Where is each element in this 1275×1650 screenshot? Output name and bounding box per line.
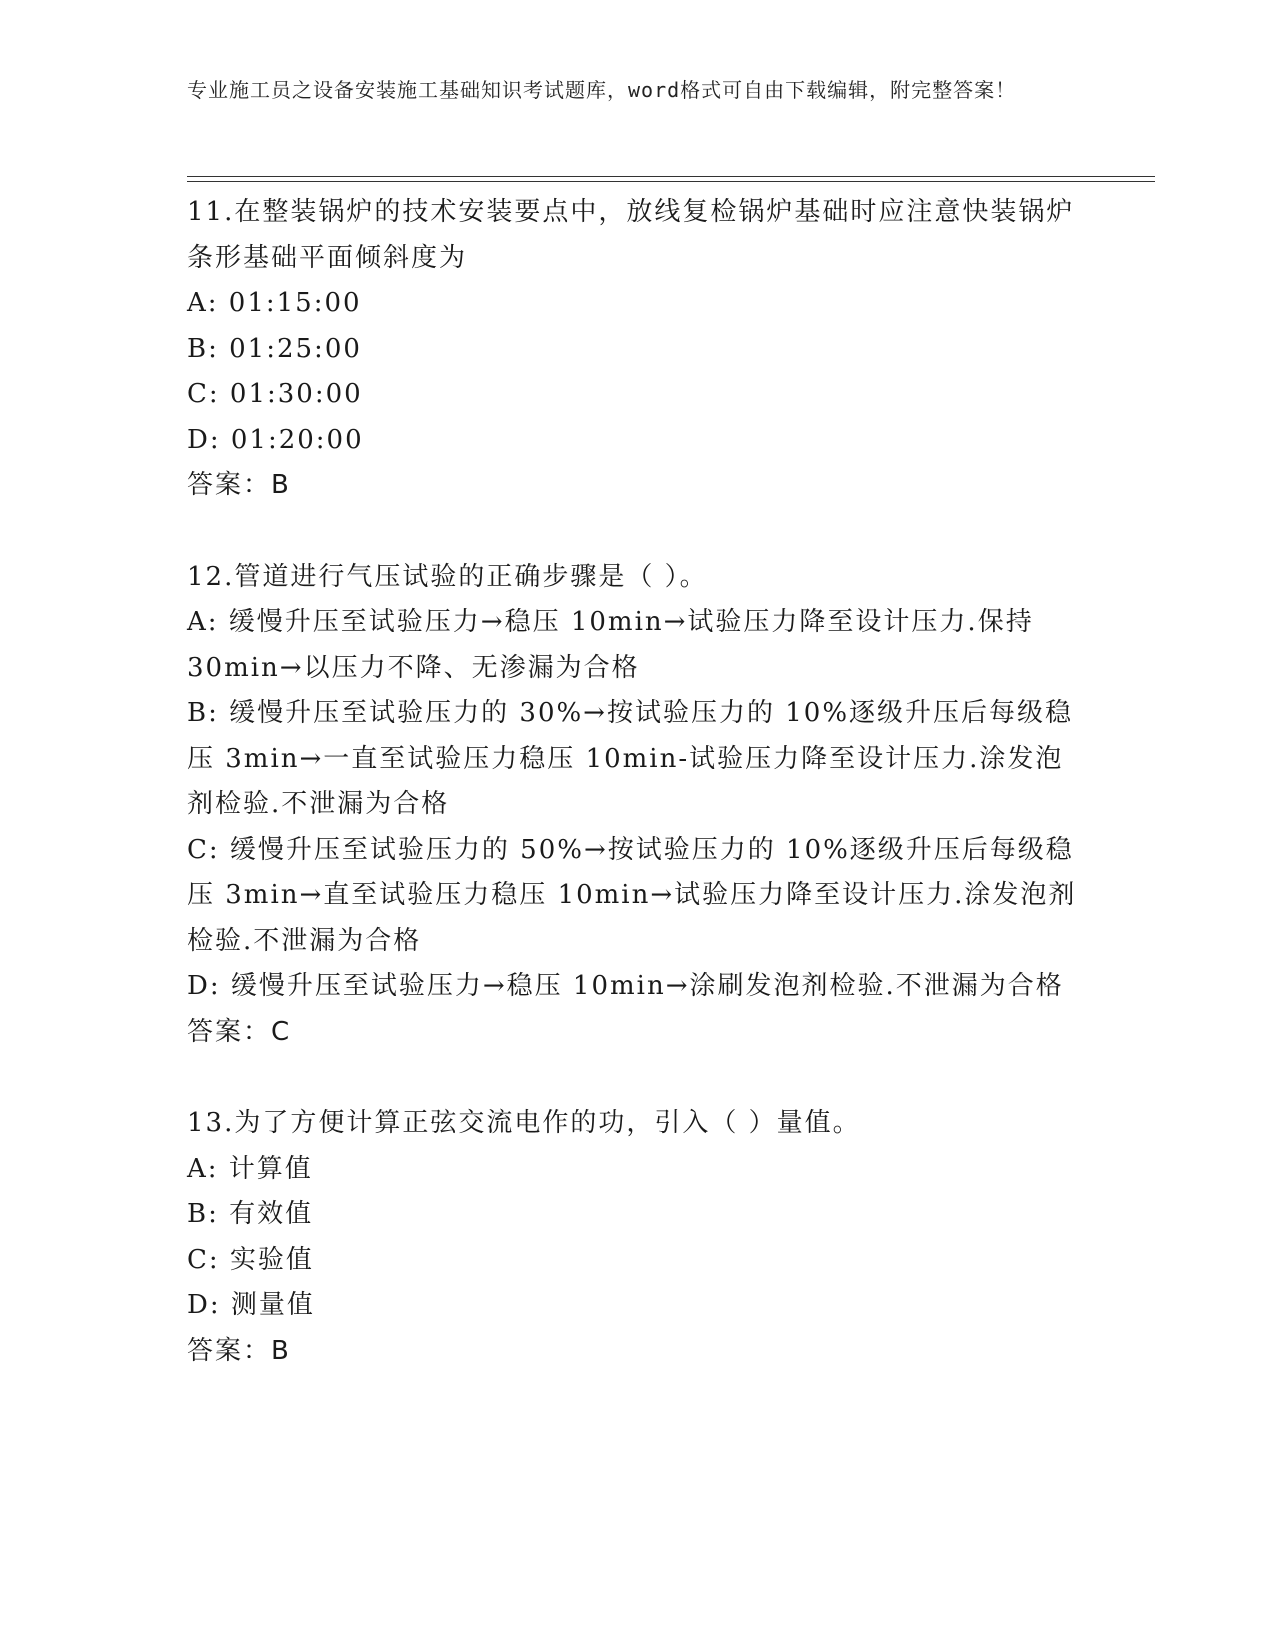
option-d: D: 测量值: [187, 1290, 315, 1320]
option-a: A: 缓慢升压至试验压力→稳压 10min→试验压力降至设计压力.保持30min→以压力不降、无渗漏为合格: [187, 607, 1034, 683]
document-header: [187, 74, 1067, 107]
question-11: [187, 190, 1087, 509]
option-c: C: 缓慢升压至试验压力的 50%→按试验压力的 10%逐级升压后每级稳压 3min→直至试验压力稳压 10min→试验压力降至设计压力.涂发泡剂检验.不泄漏为合格: [187, 834, 1077, 956]
option-d: D: 缓慢升压至试验压力→稳压 10min→涂刷发泡剂检验.不泄漏为合格: [187, 971, 1064, 1001]
option-a: A: 01:15:00: [187, 288, 362, 318]
question-13: [187, 1101, 1087, 1374]
header-divider-top: [187, 176, 1155, 177]
option-c: C: 01:30:00: [187, 379, 363, 409]
question-list: [187, 190, 1087, 1420]
option-a: A: 计算值: [187, 1153, 313, 1184]
option-b: B: 01:25:00: [187, 333, 362, 364]
question-stem: 11.在整装锅炉的技术安装要点中，放线复检锅炉基础时应注意快装锅炉条形基础平面倾斜度为: [187, 197, 1075, 273]
option-b: B: 缓慢升压至试验压力的 30%→按试验压力的 10%逐级升压后每级稳压 3min→一直至试验压力稳压 10min-试验压力降至设计压力.涂发泡剂检验.不泄漏为合格: [187, 698, 1074, 819]
question-stem: 13.为了方便计算正弦交流电作的功，引入（ ）量值。: [187, 1108, 861, 1138]
answer-line: 答案：B: [187, 1335, 291, 1366]
question-stem: 12.管道进行气压试验的正确步骤是（ ）。: [187, 561, 708, 592]
header-title: 专业施工员之设备安装施工基础知识考试题库，word格式可自由下载编辑，附完整答案！: [187, 78, 1017, 102]
answer-line: 答案：C: [187, 1016, 292, 1047]
header-divider-bottom: [187, 181, 1155, 182]
option-b: B: 有效值: [187, 1199, 314, 1229]
option-d: D: 01:20:00: [187, 424, 364, 455]
answer-line: 答案：B: [187, 470, 291, 500]
question-12: [187, 555, 1087, 1056]
option-c: C: 实验值: [187, 1244, 314, 1275]
